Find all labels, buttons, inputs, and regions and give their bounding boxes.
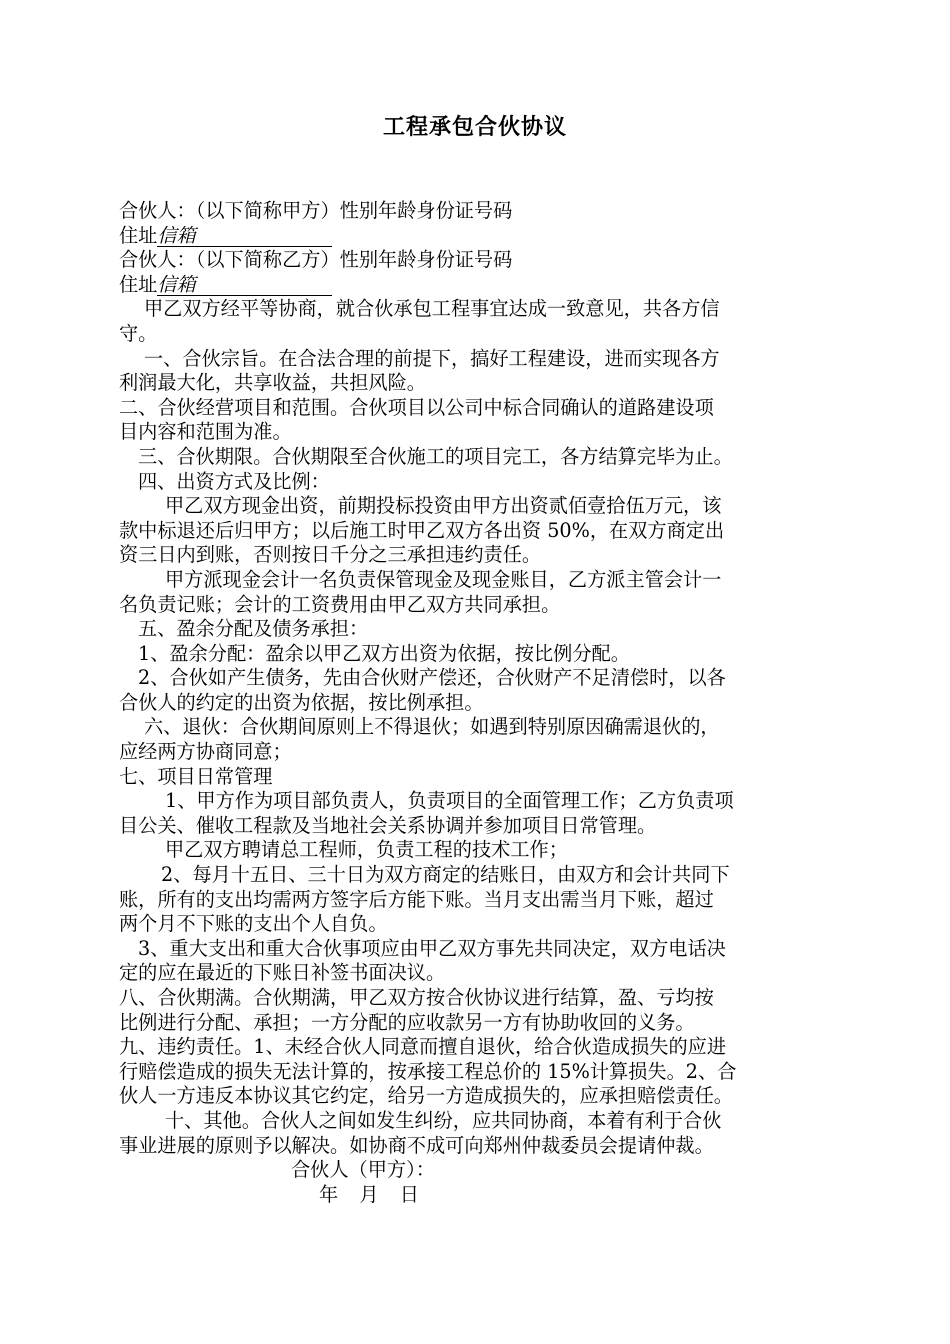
document-body (119, 199, 832, 1207)
text-line: 五、盈余分配及债务承担： (138, 617, 369, 641)
text-line: 合伙人：（以下简称甲方）性别年龄身份证号码 (119, 199, 513, 222)
text-line: 事业进展的原则予以解决。如协商不成可向郑州仲裁委员会提请仲裁。 (119, 1133, 714, 1157)
text-line: 合伙人的约定的出资为依据，按比例承担。 (119, 690, 484, 714)
text-line: 二、合伙经营项目和范围。合伙项目以公司中标合同确认的道路建设项 (119, 395, 714, 419)
address-label: 住址 (119, 272, 158, 296)
text-line: 利润最大化，共享收益，共担风险。 (119, 371, 426, 395)
text-line: 应经两方协商同意； (119, 740, 292, 764)
text-line: 定的应在最近的下账日补签书面决议。 (119, 961, 446, 985)
text-line: 八、合伙期满。合伙期满，甲乙双方按合伙协议进行结算，盈、亏均按 (119, 986, 714, 1009)
text-line: 目内容和范围为准。 (119, 420, 292, 444)
address-label: 住址 (119, 223, 158, 247)
text-line: 目公关、催收工程款及当地社会关系协调并参加项目日常管理。 (119, 813, 657, 837)
document-title: 工程承包合伙协议 (382, 114, 567, 140)
text-line: 十、其他。合伙人之间如发生纠纷，应共同协商，本着有利于合伙 (165, 1108, 722, 1132)
text-line: 资三日内到账，否则按日千分之三承担违约责任。 (119, 543, 542, 567)
text-line: 名负责记账；会计的工资费用由甲乙双方共同承担。 (119, 592, 561, 616)
text-line: 一、合伙宗旨。在合法合理的前提下，搞好工程建设，进而实现各方 (144, 346, 720, 370)
text-line: 伙人一方违反本协议其它约定，给另一方造成损失的，应承担赔偿责任。 (119, 1084, 733, 1108)
text-line: 行赔偿造成的损失无法计算的，按承接工程总价的 15%计算损失。2、合 (119, 1059, 737, 1083)
address-line (119, 273, 832, 298)
text-line: 2、合伙如产生债务，先由合伙财产偿还，合伙财产不足清偿时，以各 (138, 666, 726, 690)
text-line: 甲乙双方现金出资，前期投标投资由甲方出资贰佰壹拾伍万元，该 (165, 494, 722, 518)
text-line: 六、退伙：合伙期间原则上不得退伙；如遇到特别原因确需退伙的， (144, 715, 720, 739)
text-line: 合伙人（甲方）： (291, 1158, 435, 1182)
mailbox-label: 信箱 (157, 275, 332, 296)
text-line: 1、盈余分配：盈余以甲乙双方出资为依据，按比例分配。 (138, 641, 630, 665)
text-line: 账，所有的支出均需两方签字后方能下账。当月支出需当月下账，超过 (119, 887, 714, 911)
text-line: 七、项目日常管理 (119, 764, 273, 788)
text-line: 1、甲方作为项目部负责人，负责项目的全面管理工作；乙方负责项 (165, 789, 734, 813)
text-line: 2、每月十五日、三十日为双方商定的结账日，由双方和会计共同下 (161, 863, 730, 887)
text-line: 九、违约责任。1、未经合伙人同意而擅自退伙，给合伙造成损失的应进 (119, 1035, 727, 1059)
text-line: 四、出资方式及比例： (138, 469, 330, 493)
text-line: 比例进行分配、承担；一方分配的应收款另一方有协助收回的义务。 (119, 1010, 695, 1034)
text-line: 两个月不下账的支出个人自负。 (119, 912, 388, 936)
text-line: 合伙人：（以下简称乙方）性别年龄身份证号码 (119, 248, 513, 272)
text-line: 甲乙双方经平等协商，就合伙承包工程事宜达成一致意见，共各方信 (144, 297, 720, 321)
text-line: 三、合伙期限。合伙期限至合伙施工的项目完工，各方结算完毕为止。 (138, 444, 733, 468)
mailbox-label: 信箱 (157, 226, 332, 247)
text-line: 守。 (119, 321, 158, 345)
text-line: 3、重大支出和重大合伙事项应由甲乙双方事先共同决定，双方电话决 (138, 936, 726, 960)
text-line: 款中标退还后归甲方；以后施工时甲乙双方各出资 50%，在双方商定出 (119, 518, 725, 542)
text-line: 年 月 日 (319, 1182, 420, 1206)
address-line (119, 224, 832, 249)
text-line: 甲方派现金会计一名负责保管现金及现金账目，乙方派主管会计一 (165, 567, 722, 591)
text-line: 甲乙双方聘请总工程师，负责工程的技术工作； (165, 838, 568, 862)
